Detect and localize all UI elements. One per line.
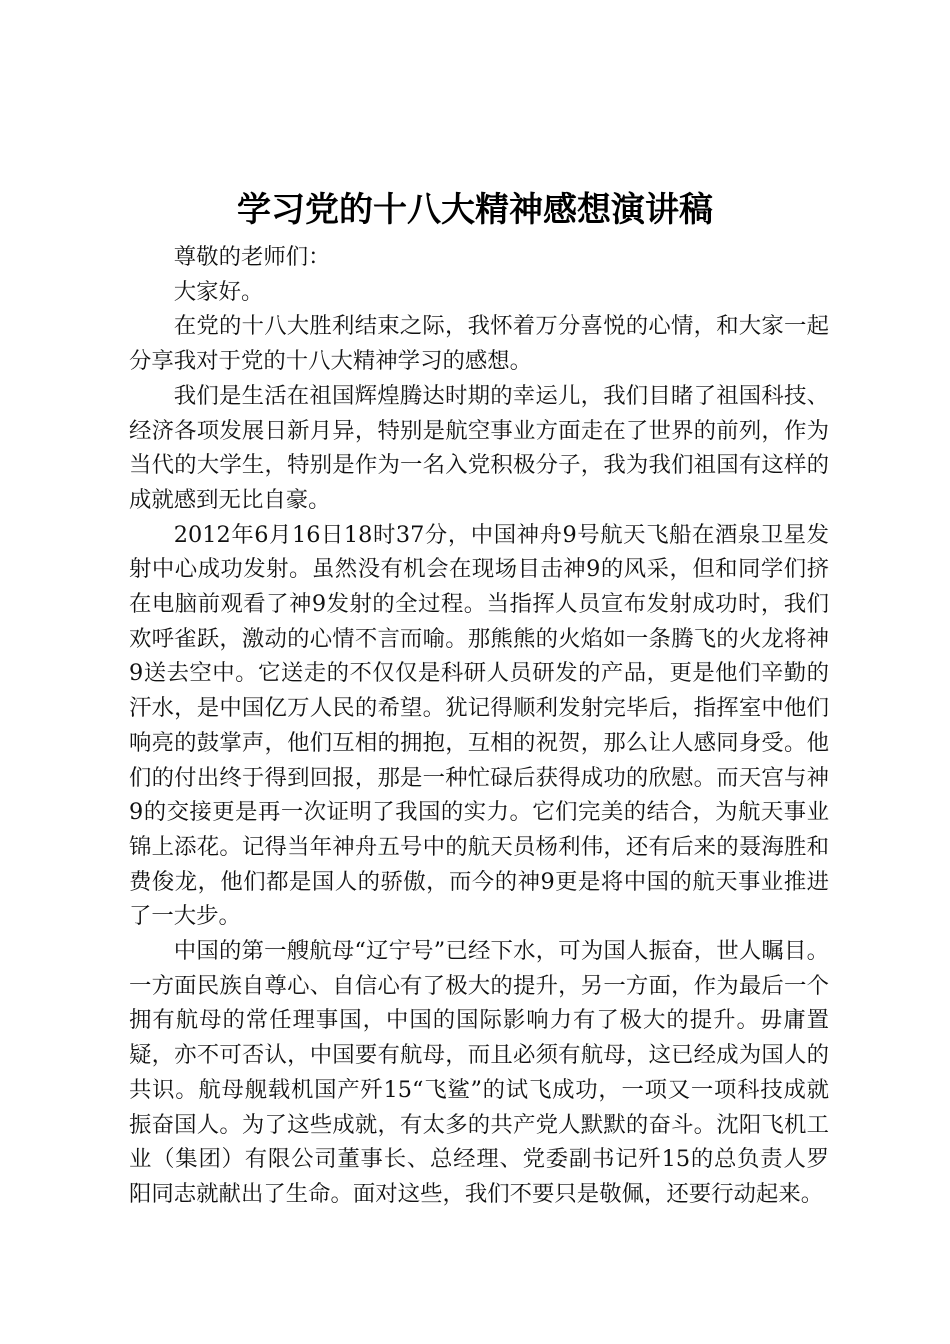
salutation-line: 尊敬的老师们： bbox=[173, 244, 331, 270]
paragraph: 中国的第一艘航母“辽宁号”已经下水，可为国人振奋，世人瞩目。一方面民族自尊心、自信心有了极大的提升，另一方面，作为最后一个拥有航母的常任理事国，中国的国际影响力有了极大的提升。毋庸置疑，亦不可否认，中国要有航母，而且必须有航母，这已经成为国人的共识。航母舰载机国产歼15“飞鲨”的试飞成功，一项又一项科技成就振奋国人。为了这些成就，有太多的共产党人默默的奋斗。沈阳飞机工业（集团）有限公司董事长、总经理、党委副书记歼15的总负责人罗阳同志就献出了生命。面对这些，我们不要只是敬佩，还要行动起来。 bbox=[129, 938, 829, 1207]
document-title: 学习党的十八大精神感想演讲稿 bbox=[237, 190, 713, 230]
greeting-line: 大家好。 bbox=[173, 278, 264, 305]
paragraph: 我们是生活在祖国辉煌腾达时期的幸运儿，我们目睹了祖国科技、经济各项发展日新月异，特别是航空事业方面走在了世界的前列，作为当代的大学生，特别是作为一名入党积极分子，我为我们祖国有这样的成就感到无比自豪。 bbox=[129, 382, 829, 513]
paragraph: 在党的十八大胜利结束之际，我怀着万分喜悦的心情，和大家一起分享我对于党的十八大精神学习的感想。 bbox=[129, 313, 829, 375]
document-body bbox=[129, 240, 829, 1212]
paragraph: 2012年6月16日18时37分，中国神舟9号航天飞船在酒泉卫星发射中心成功发射。虽然没有机会在现场目击神9的风采，但和同学们挤在电脑前观看了神9发射的全过程。当指挥人员宣布发射成功时，我们欢呼雀跃，激动的心情不言而喻。那熊熊的火焰如一条腾飞的火龙将神9送去空中。它送走的不仅仅是科研人员研发的产品，更是他们辛勤的汗水，是中国亿万人民的希望。犹记得顺利发射完毕后，指挥室中他们响亮的鼓掌声，他们互相的拥抱，互相的祝贺，那么让人感同身受。他们的付出终于得到回报，那是一种忙碌后获得成功的欣慰。而天宫与神9的交接更是再一次证明了我国的实力。它们完美的结合，为航天事业锦上添花。记得当年神舟五号中的航天员杨利伟，还有后来的聂海胜和费俊龙，他们都是国人的骄傲，而今的神9更是将中国的航天事业推进了一大步。 bbox=[129, 521, 829, 930]
